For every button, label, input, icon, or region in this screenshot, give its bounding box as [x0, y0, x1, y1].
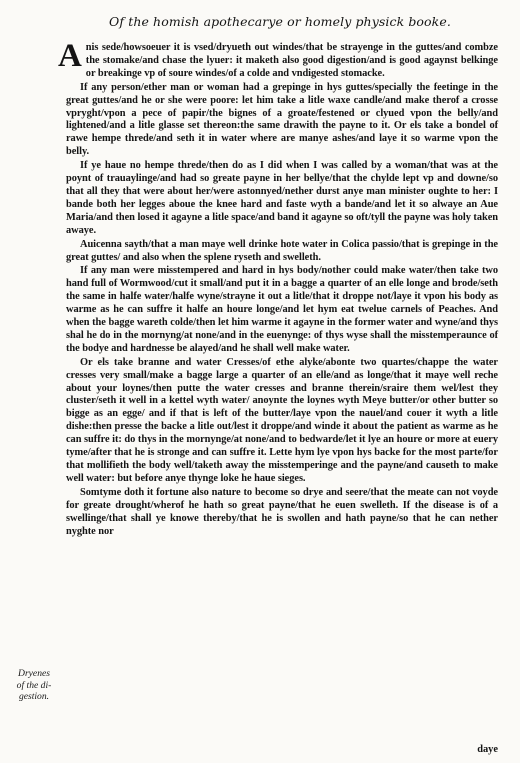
margin-note-line: of the di-: [16, 679, 52, 691]
margin-note: [4, 668, 64, 703]
body-text: [58, 38, 498, 539]
margin-note-line: Dryenes: [18, 668, 50, 679]
paragraph-drynes: Somtyme doth it fortune also nature to become so drye and seere/that the meate can not voyde for greate drought/wherof he hath so great payne/that he euen swelleth. If the disease is of a swellinge/that shall ye knowe thereby/that he is swollen and hath payne/so that he can nether nyghte nor: [66, 486, 498, 537]
paragraph-grepinge-remedy: If any person/ether man or woman had a grepinge in hys guttes/specially the feetinge in the great guttes/and he or she were poore: let him take a litle waxe candle/and make therof a crosse vpryght/vpon a pece of papir/the bignes of a groate/festened or clyued vpon the belly/and lightened/and a litle glasse set thereon:the same drawith the payne to it. Or els take a bondel of rawe hempe threde/and seth it in water where are manye ashes/and laye it so warme vpon the belly.: [66, 81, 498, 158]
paragraph-branne-cresses: Or els take branne and water Cresses/of ethe alyke/abonte two quartes/chappe the water cresses very small/make a bagge large a quarter of an elle/and as longe/that it maye well reche about your loynes/then putte the water cresses and branne therein/sraire them wel/lest they cluster/seth it well in a kettel wyth water/ anoynte the loynes wyth Meye butter/or other butter so bigge as an egge/ and if that is left of the butter/laye vpon the nauel/and couer it wyth a litle dishe:then presse the backe a litle out/lest it droppe/and winde it about the patient as warme as he can suffre it: do thys in the mornynge/at none/and to bedwarde/let it lye an houre or more at euery tyme/after that he is stronge and can suffre it. Lette hym lye vpon hys backe for the most parte/for that mollifieth the body well/taketh away the misstemperinge and the payne/and causeth to make well water: but before anye thynge loke he haue sieges.: [66, 356, 498, 484]
margin-note-line: gestion.: [18, 691, 50, 702]
running-head: Of the homish apothecarye or homely physick booke.: [109, 14, 451, 29]
paragraph-hempe-threde: If ye haue no hempe threde/then do as I did when I was called by a woman/that was at the poynt of trauaylinge/and had so greate payne in her bellye/that the chylde lept vp and downe/so that all they that were about her/were astonnyed/nether durst anye man minister oughte to her: I bande both her legges aboue the knee hard and faste wyth a bande/and let it so alwaye an Aue Maria/and then losed it agayne a litle space/and band it agayne so oft/tyll the payne was holy taken awaye.: [66, 160, 498, 236]
paragraph-wormwood-bagge: If any man were misstempered and hard in hys body/nother could make water/then take two hand full of Wormwood/cut it small/and put it in a bagge a quarter of an elle longe and brode/seth the same in halfe water/halfe wyne/strayne it out a litle/that it droppe not/laye it vpon his body as warme as he can suffre it halfe an houre longe/and let hym eat twelue carnels of Peaches. And when the bagge wareth colde/then let him warme it agayne in the former water and wyne/and thys shal he do in the mornyng/at none/and in the euenynge: of thys wyse shall the misstemperaunce of the bodye and hardnesse be alayed/and he shall well make water.: [66, 265, 498, 354]
paragraph-auicenna: Auicenna sayth/that a man maye well drinke hote water in Colica passio/that is grepinge in the great guttes/ and also when the splene ryseth and swelleth.: [66, 238, 498, 263]
catchword: daye: [477, 744, 498, 755]
paragraph-anis-seed: Anis sede/howsoeuer it is vsed/dryueth out windes/that be strayenge in the guttes/and combze the stomake/and chase the lyuer: it maketh also good digestion/and is good agaynst belkinge or breakinge vp of soure windes/of a colde and vndigested stomacke.: [58, 38, 498, 79]
